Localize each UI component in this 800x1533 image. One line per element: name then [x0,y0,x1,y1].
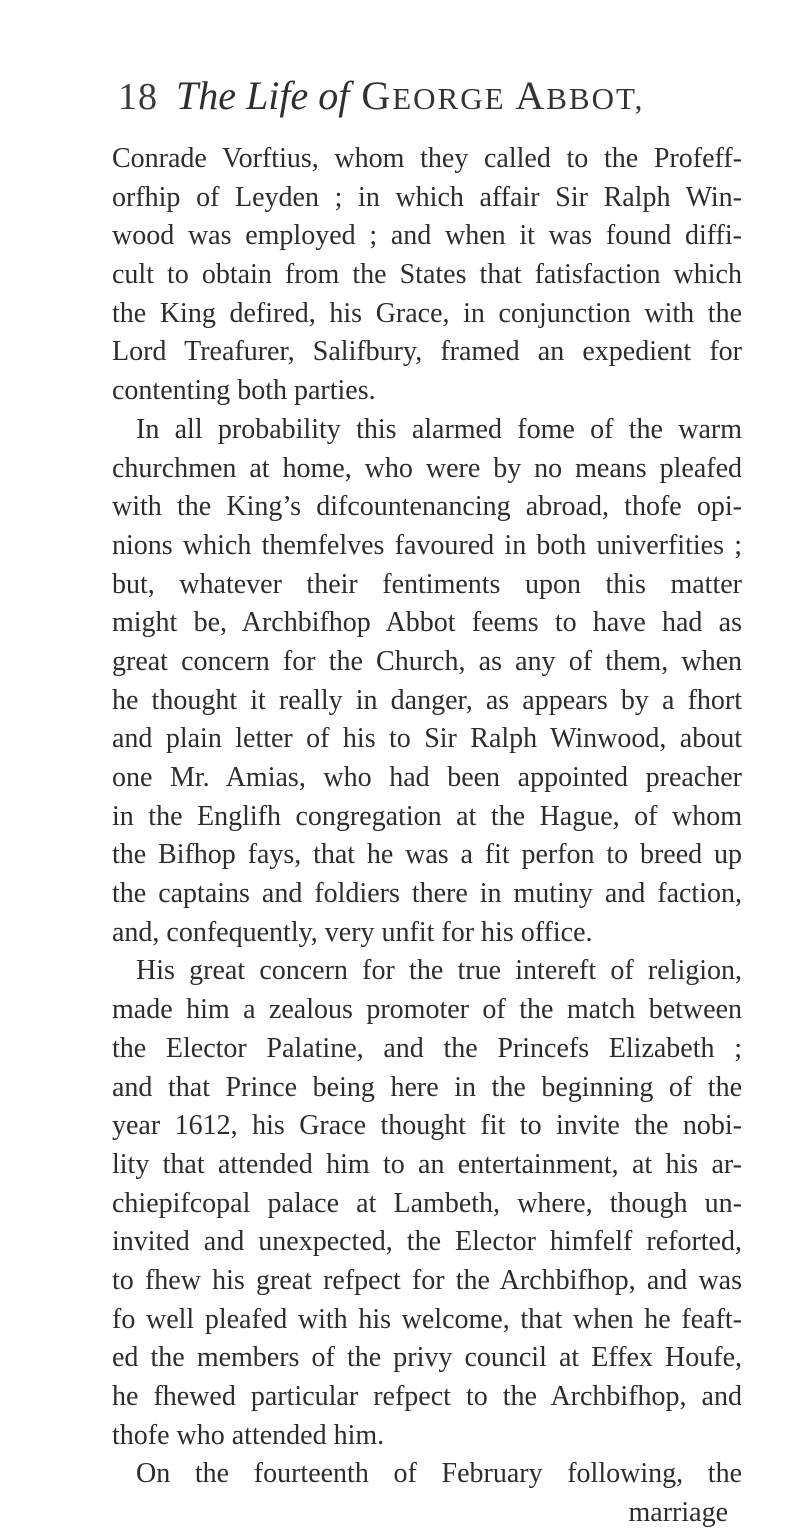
text-line: thofe who attended him. [112,1419,385,1451]
text-line: On the fourteenth of February following, the [136,1458,742,1490]
text-line: and, confequently, very unfit for his office. [112,916,593,948]
text-line: cult to obtain from the States that fatisfaction which [112,259,742,291]
text-line: and that Prince being here in the beginning of the [112,1071,742,1103]
page-number: 18 [118,76,158,118]
caps-rest-abbot: BBOT, [546,81,645,116]
text-line: churchmen at home, who were by no means pleafed [112,452,742,484]
catchword: marriage [628,1497,728,1529]
text-line: he thought it really in danger, as appears by a fhort [112,684,742,716]
text-line: the Bifhop fays, that he was a fit perfon to breed up [112,839,742,871]
text-line: chiepifcopal palace at Lambeth, where, though un- [112,1187,742,1219]
text-line: made him a zealous promoter of the match between [112,994,742,1026]
text-line: In all probability this alarmed fome of the warm [136,413,742,445]
text-line: one Mr. Amias, who had been appointed preacher [112,762,742,793]
caps-initial-george: G [361,73,393,118]
text-line: invited and unexpected, the Elector himfelf reforted, [112,1226,742,1258]
text-line: nions which themfelves favoured in both univerfities ; [112,529,742,561]
caps-rest-george: EORGE [392,81,506,116]
text-line: contenting both parties. [112,375,376,407]
running-title-italic: The Life of [176,73,350,118]
caps-initial-abbot: A [515,73,547,118]
text-line: great concern for the Church, as any of them, when [112,645,742,677]
text-line: but, whatever their fentiments upon this matter [112,568,742,600]
text-line: with the King’s difcountenancing abroad, thofe opi- [112,491,742,523]
text-line: the Elector Palatine, and the Princefs Elizabeth ; [112,1032,742,1064]
text-line: ed the members of the privy council at Effex Houfe, [112,1342,742,1374]
running-head [118,72,718,122]
text-line: year 1612, his Grace thought fit to invite the nobi- [112,1110,742,1142]
text-line: orfhip of Leyden ; in which affair Sir Ralph Win- [112,181,742,213]
text-line: he fhewed particular refpect to the Archbifhop, and [112,1381,742,1412]
text-line: the captains and foldiers there in mutiny and faction, [112,878,742,910]
text-line: in the Englifh congregation at the Hague, of whom [112,800,742,832]
text-line: fo well pleafed with his welcome, that when he feaft- [112,1303,742,1335]
body-text [112,140,742,1533]
running-title-caps [361,73,644,118]
text-line: to fhew his great refpect for the Archbifhop, and was [112,1264,742,1296]
text-line: His great concern for the true intereft of religion, [136,955,742,987]
text-line: Conrade Vorftius, whom they called to the Profeff- [112,143,742,174]
text-line: might be, Archbifhop Abbot feems to have had as [112,607,742,639]
text-line: and plain letter of his to Sir Ralph Winwood, about [112,723,742,755]
text-line: the King defired, his Grace, in conjunction with the [112,297,742,329]
text-line: lity that attended him to an entertainment, at his ar- [112,1148,742,1180]
text-line: Lord Treafurer, Salifbury, framed an expedient for [112,336,742,368]
text-line: wood was employed ; and when it was found diffi- [112,220,742,252]
